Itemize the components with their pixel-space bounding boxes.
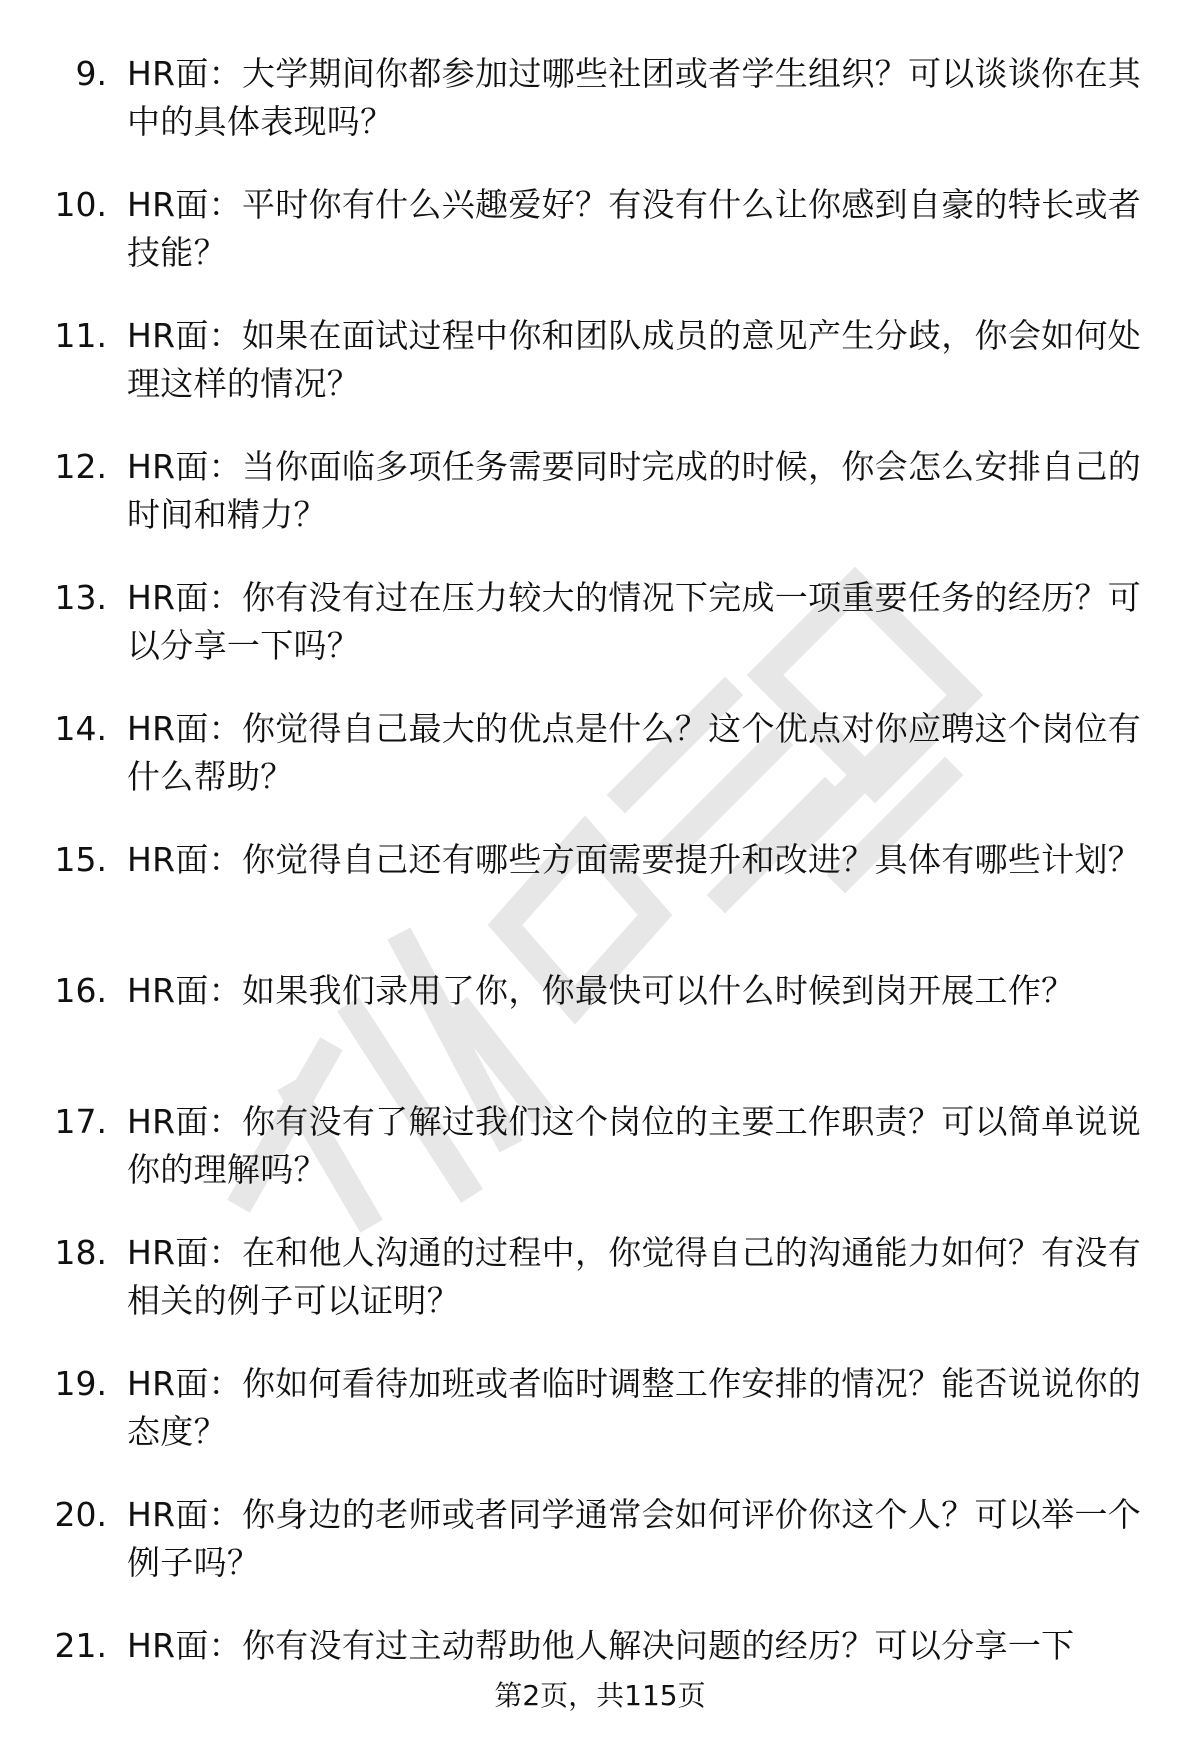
question-number: 16. (54, 971, 107, 1010)
question-number: 13. (54, 578, 107, 617)
question-number: 12. (54, 447, 107, 486)
list-item (0, 564, 1200, 695)
question-list (0, 40, 1200, 1743)
question-number: 9. (75, 54, 107, 93)
list-item (0, 1088, 1200, 1219)
question-text: HR面：你有没有了解过我们这个岗位的主要工作职责？可以简单说说你的理解吗？ (127, 1102, 1142, 1189)
list-item (0, 695, 1200, 826)
question-text: HR面：如果我们录用了你，你最快可以什么时候到岗开展工作？ (127, 971, 1075, 1010)
question-number: 18. (54, 1233, 107, 1272)
question-text: HR面：大学期间你都参加过哪些社团或者学生组织？可以谈谈你在其中的具体表现吗？ (127, 54, 1142, 141)
question-number: 14. (54, 709, 107, 748)
list-item (0, 1219, 1200, 1350)
list-item (0, 171, 1200, 302)
list-item (0, 826, 1200, 957)
question-text: HR面：你觉得自己最大的优点是什么？这个优点对你应聘这个岗位有什么帮助？ (127, 709, 1142, 796)
question-number: 21. (54, 1626, 107, 1665)
question-number: 20. (54, 1495, 107, 1534)
question-text: HR面：如果在面试过程中你和团队成员的意见产生分歧，你会如何处理这样的情况？ (127, 316, 1142, 403)
question-text: HR面：你身边的老师或者同学通常会如何评价你这个人？可以举一个例子吗？ (127, 1495, 1142, 1582)
question-text: HR面：在和他人沟通的过程中，你觉得自己的沟通能力如何？有没有相关的例子可以证明？ (127, 1233, 1142, 1320)
question-number: 11. (54, 316, 107, 355)
question-number: 17. (54, 1102, 107, 1141)
list-item (0, 40, 1200, 171)
list-item (0, 957, 1200, 1088)
question-text: HR面：平时你有什么兴趣爱好？有没有什么让你感到自豪的特长或者技能？ (127, 185, 1142, 272)
question-number: 10. (54, 185, 107, 224)
question-text: HR面：你有没有过主动帮助他人解决问题的经历？可以分享一下 (127, 1626, 1075, 1665)
list-item (0, 1481, 1200, 1612)
question-text: HR面：当你面临多项任务需要同时完成的时候，你会怎么安排自己的时间和精力？ (127, 447, 1142, 534)
list-item (0, 1350, 1200, 1481)
page-footer: 第2页，共115页 (494, 1679, 706, 1712)
question-text: HR面：你如何看待加班或者临时调整工作安排的情况？能否说说你的态度？ (127, 1364, 1142, 1451)
list-item (0, 433, 1200, 564)
list-item (0, 302, 1200, 433)
question-text: HR面：你有没有过在压力较大的情况下完成一项重要任务的经历？可以分享一下吗？ (127, 578, 1142, 665)
question-number: 19. (54, 1364, 107, 1403)
question-number: 15. (54, 840, 107, 879)
question-text: HR面：你觉得自己还有哪些方面需要提升和改进？具体有哪些计划？ (127, 840, 1142, 879)
